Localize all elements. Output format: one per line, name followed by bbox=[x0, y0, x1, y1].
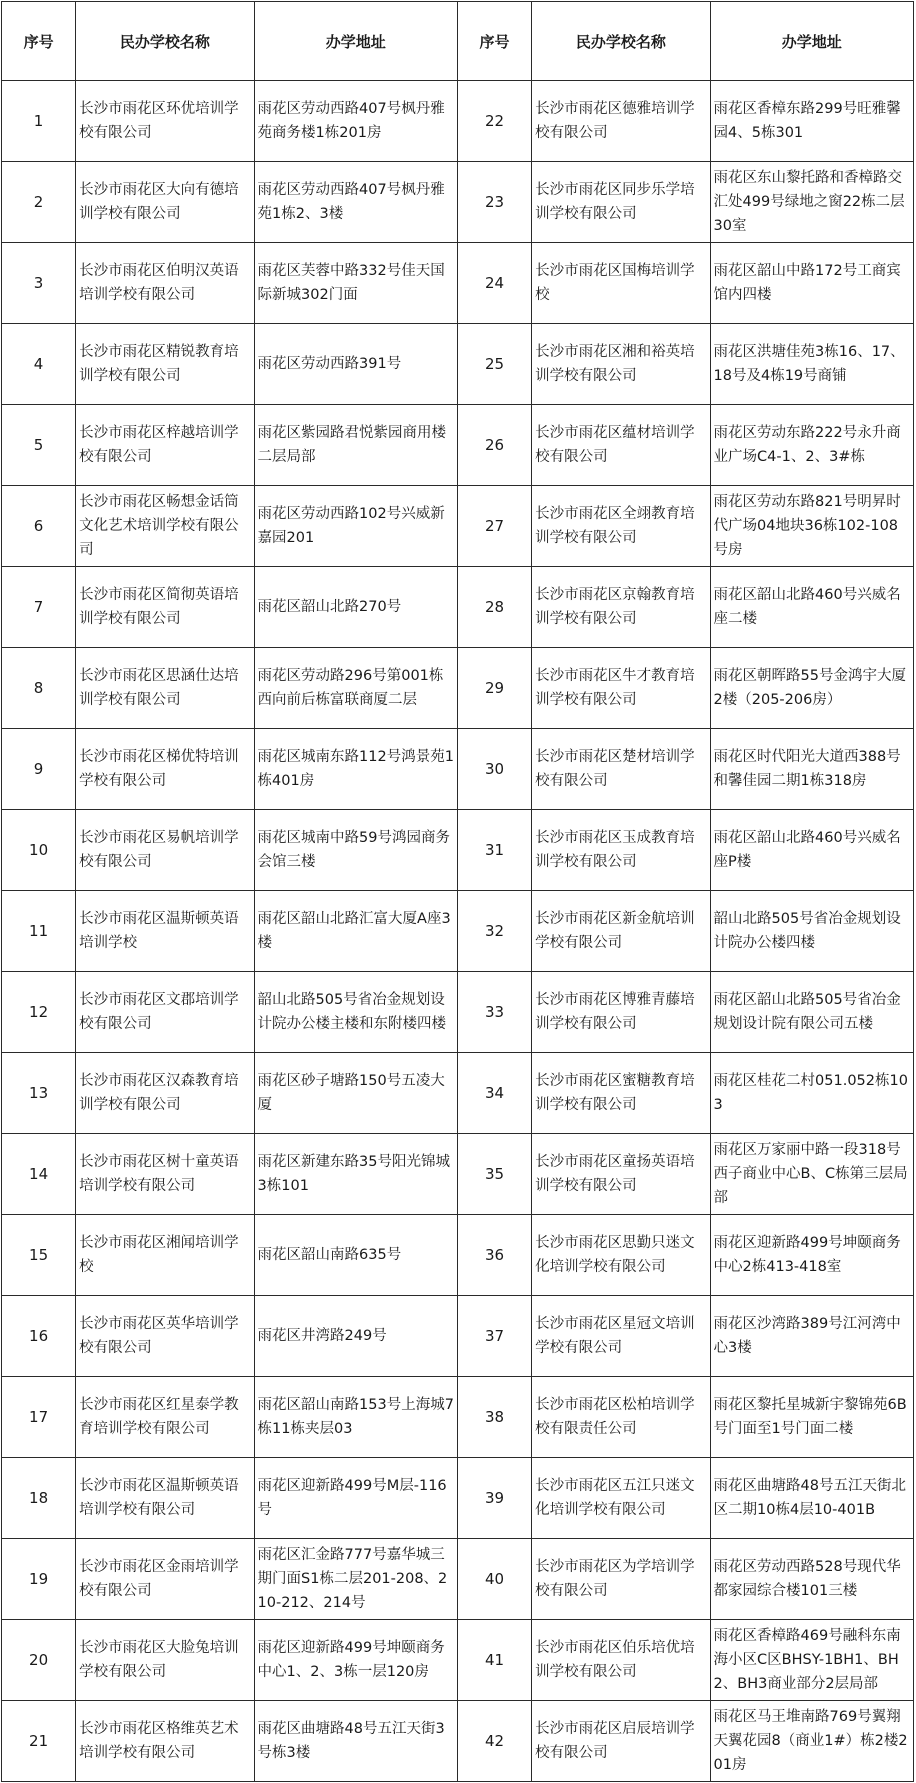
serial-left-cell: 12 bbox=[2, 972, 76, 1053]
serial-left-cell: 9 bbox=[2, 729, 76, 810]
school-name-right-cell: 长沙市雨花区启辰培训学校有限公司 bbox=[532, 1701, 710, 1782]
serial-right-cell: 34 bbox=[457, 1053, 531, 1134]
serial-right-cell: 24 bbox=[457, 243, 531, 324]
serial-left-cell: 1 bbox=[2, 81, 76, 162]
serial-right-cell: 40 bbox=[457, 1539, 531, 1620]
address-left-cell: 雨花区芙蓉中路332号佳天国际新城302门面 bbox=[254, 243, 457, 324]
school-name-left-cell: 长沙市雨花区精锐教育培训学校有限公司 bbox=[76, 324, 254, 405]
serial-right-cell: 32 bbox=[457, 891, 531, 972]
serial-right-cell: 37 bbox=[457, 1296, 531, 1377]
school-name-left-cell: 长沙市雨花区格维英艺术培训学校有限公司 bbox=[76, 1701, 254, 1782]
address-left-cell: 雨花区城南中路59号鸿园商务会馆三楼 bbox=[254, 810, 457, 891]
serial-right-cell: 41 bbox=[457, 1620, 531, 1701]
table-row bbox=[2, 405, 914, 486]
serial-left-cell: 19 bbox=[2, 1539, 76, 1620]
header-school-name-right: 民办学校名称 bbox=[532, 2, 710, 81]
serial-left-cell: 8 bbox=[2, 648, 76, 729]
address-right-cell: 雨花区韶山北路505号省冶金规划设计院有限公司五楼 bbox=[710, 972, 913, 1053]
table-row bbox=[2, 1053, 914, 1134]
school-name-right-cell: 长沙市雨花区新金航培训学校有限公司 bbox=[532, 891, 710, 972]
serial-right-cell: 28 bbox=[457, 567, 531, 648]
serial-right-cell: 23 bbox=[457, 162, 531, 243]
serial-left-cell: 6 bbox=[2, 486, 76, 567]
table-row bbox=[2, 1701, 914, 1782]
serial-left-cell: 18 bbox=[2, 1458, 76, 1539]
school-name-left-cell: 长沙市雨花区温斯顿英语培训学校 bbox=[76, 891, 254, 972]
school-name-right-cell: 长沙市雨花区童扬英语培训学校有限公司 bbox=[532, 1134, 710, 1215]
serial-right-cell: 27 bbox=[457, 486, 531, 567]
address-right-cell: 雨花区劳动东路821号明昇时代广场04地块36栋102-108号房 bbox=[710, 486, 913, 567]
serial-left-cell: 15 bbox=[2, 1215, 76, 1296]
table-row bbox=[2, 972, 914, 1053]
serial-left-cell: 13 bbox=[2, 1053, 76, 1134]
serial-right-cell: 29 bbox=[457, 648, 531, 729]
address-left-cell: 雨花区韶山北路汇富大厦A座3楼 bbox=[254, 891, 457, 972]
serial-left-cell: 10 bbox=[2, 810, 76, 891]
serial-left-cell: 2 bbox=[2, 162, 76, 243]
serial-left-cell: 3 bbox=[2, 243, 76, 324]
serial-left-cell: 4 bbox=[2, 324, 76, 405]
serial-left-cell: 5 bbox=[2, 405, 76, 486]
school-name-right-cell: 长沙市雨花区蕴材培训学校有限公司 bbox=[532, 405, 710, 486]
school-name-left-cell: 长沙市雨花区文郡培训学校有限公司 bbox=[76, 972, 254, 1053]
school-name-left-cell: 长沙市雨花区湘闻培训学校 bbox=[76, 1215, 254, 1296]
school-name-right-cell: 长沙市雨花区蜜糖教育培训学校有限公司 bbox=[532, 1053, 710, 1134]
address-left-cell: 雨花区井湾路249号 bbox=[254, 1296, 457, 1377]
table-row bbox=[2, 1296, 914, 1377]
serial-left-cell: 17 bbox=[2, 1377, 76, 1458]
header-address-left: 办学地址 bbox=[254, 2, 457, 81]
serial-left-cell: 14 bbox=[2, 1134, 76, 1215]
address-right-cell: 雨花区沙湾路389号江河湾中心3楼 bbox=[710, 1296, 913, 1377]
address-left-cell: 雨花区劳动西路407号枫丹雅苑1栋2、3楼 bbox=[254, 162, 457, 243]
school-name-left-cell: 长沙市雨花区思涵仕达培训学校有限公司 bbox=[76, 648, 254, 729]
address-left-cell: 雨花区韶山南路153号上海城7栋11栋夹层03 bbox=[254, 1377, 457, 1458]
table-row bbox=[2, 1458, 914, 1539]
school-name-left-cell: 长沙市雨花区简彻英语培训学校有限公司 bbox=[76, 567, 254, 648]
header-address-right: 办学地址 bbox=[710, 2, 913, 81]
serial-right-cell: 33 bbox=[457, 972, 531, 1053]
school-name-left-cell: 长沙市雨花区伯明汉英语培训学校有限公司 bbox=[76, 243, 254, 324]
address-left-cell: 雨花区劳动西路407号枫丹雅苑商务楼1栋201房 bbox=[254, 81, 457, 162]
school-name-right-cell: 长沙市雨花区湘和裕英培训学校有限公司 bbox=[532, 324, 710, 405]
school-name-right-cell: 长沙市雨花区楚材培训学校有限公司 bbox=[532, 729, 710, 810]
school-name-right-cell: 长沙市雨花区为学培训学校有限公司 bbox=[532, 1539, 710, 1620]
school-name-right-cell: 长沙市雨花区伯乐培优培训学校有限公司 bbox=[532, 1620, 710, 1701]
serial-left-cell: 11 bbox=[2, 891, 76, 972]
table-row bbox=[2, 324, 914, 405]
header-serial-left: 序号 bbox=[2, 2, 76, 81]
table-row bbox=[2, 1215, 914, 1296]
serial-right-cell: 30 bbox=[457, 729, 531, 810]
address-right-cell: 雨花区桂花二村051.052栋103 bbox=[710, 1053, 913, 1134]
school-name-right-cell: 长沙市雨花区京翰教育培训学校有限公司 bbox=[532, 567, 710, 648]
table-row bbox=[2, 1377, 914, 1458]
school-name-right-cell: 长沙市雨花区玉成教育培训学校有限公司 bbox=[532, 810, 710, 891]
school-name-left-cell: 长沙市雨花区温斯顿英语培训学校有限公司 bbox=[76, 1458, 254, 1539]
serial-right-cell: 39 bbox=[457, 1458, 531, 1539]
address-right-cell: 雨花区迎新路499号坤颐商务中心2栋413-418室 bbox=[710, 1215, 913, 1296]
address-right-cell: 雨花区万家丽中路一段318号西子商业中心B、C栋第三层局部 bbox=[710, 1134, 913, 1215]
address-left-cell: 雨花区紫园路君悦紫园商用楼二层局部 bbox=[254, 405, 457, 486]
serial-left-cell: 7 bbox=[2, 567, 76, 648]
address-right-cell: 雨花区朝晖路55号金鸿宇大厦2楼（205-206房） bbox=[710, 648, 913, 729]
school-name-left-cell: 长沙市雨花区梯优特培训学校有限公司 bbox=[76, 729, 254, 810]
address-left-cell: 雨花区新建东路35号阳光锦城3栋101 bbox=[254, 1134, 457, 1215]
table-row bbox=[2, 243, 914, 324]
address-left-cell: 雨花区曲塘路48号五江天街3号栋3楼 bbox=[254, 1701, 457, 1782]
address-right-cell: 雨花区黎托星城新宇黎锦苑6B号门面至1号门面二楼 bbox=[710, 1377, 913, 1458]
school-name-right-cell: 长沙市雨花区同步乐学培训学校有限公司 bbox=[532, 162, 710, 243]
serial-right-cell: 26 bbox=[457, 405, 531, 486]
school-name-left-cell: 长沙市雨花区大向有德培训学校有限公司 bbox=[76, 162, 254, 243]
school-name-left-cell: 长沙市雨花区大脸兔培训学校有限公司 bbox=[76, 1620, 254, 1701]
address-left-cell: 雨花区汇金路777号嘉华城三期门面S1栋二层201-208、210-212、214号 bbox=[254, 1539, 457, 1620]
address-left-cell: 雨花区迎新路499号M层-116号 bbox=[254, 1458, 457, 1539]
school-name-right-cell: 长沙市雨花区思勤只迷文化培训学校有限公司 bbox=[532, 1215, 710, 1296]
serial-right-cell: 42 bbox=[457, 1701, 531, 1782]
header-school-name-left: 民办学校名称 bbox=[76, 2, 254, 81]
serial-right-cell: 22 bbox=[457, 81, 531, 162]
header-row bbox=[2, 2, 914, 81]
table-row bbox=[2, 1134, 914, 1215]
address-right-cell: 韶山北路505号省冶金规划设计院办公楼四楼 bbox=[710, 891, 913, 972]
address-right-cell: 雨花区韶山北路460号兴威名座P楼 bbox=[710, 810, 913, 891]
address-right-cell: 雨花区马王堆南路769号翼翔天翼花园8（商业1#）栋2楼201房 bbox=[710, 1701, 913, 1782]
school-name-right-cell: 长沙市雨花区德雅培训学校有限公司 bbox=[532, 81, 710, 162]
table-row bbox=[2, 81, 914, 162]
address-right-cell: 雨花区时代阳光大道西388号和馨佳园二期1栋318房 bbox=[710, 729, 913, 810]
table-row bbox=[2, 891, 914, 972]
address-left-cell: 雨花区劳动路296号第001栋西向前后栋富联商厦二层 bbox=[254, 648, 457, 729]
address-left-cell: 雨花区韶山南路635号 bbox=[254, 1215, 457, 1296]
school-name-right-cell: 长沙市雨花区全翊教育培训学校有限公司 bbox=[532, 486, 710, 567]
school-name-left-cell: 长沙市雨花区金雨培训学校有限公司 bbox=[76, 1539, 254, 1620]
address-right-cell: 雨花区韶山中路172号工商宾馆内四楼 bbox=[710, 243, 913, 324]
table-row bbox=[2, 729, 914, 810]
serial-left-cell: 20 bbox=[2, 1620, 76, 1701]
address-left-cell: 韶山北路505号省冶金规划设计院办公楼主楼和东附楼四楼 bbox=[254, 972, 457, 1053]
school-name-right-cell: 长沙市雨花区松柏培训学校有限责任公司 bbox=[532, 1377, 710, 1458]
address-right-cell: 雨花区香樟路469号融科东南海小区C区BHSY-1BH1、BH2、BH3商业部分2层局部 bbox=[710, 1620, 913, 1701]
school-name-left-cell: 长沙市雨花区英华培训学校有限公司 bbox=[76, 1296, 254, 1377]
address-right-cell: 雨花区劳动东路222号永升商业广场C4-1、2、3#栋 bbox=[710, 405, 913, 486]
school-name-left-cell: 长沙市雨花区汉森教育培训学校有限公司 bbox=[76, 1053, 254, 1134]
school-list-table bbox=[1, 1, 914, 1782]
serial-right-cell: 38 bbox=[457, 1377, 531, 1458]
address-left-cell: 雨花区劳动西路391号 bbox=[254, 324, 457, 405]
school-name-left-cell: 长沙市雨花区树十童英语培训学校有限公司 bbox=[76, 1134, 254, 1215]
address-right-cell: 雨花区东山黎托路和香樟路交汇处499号绿地之窗22栋二层30室 bbox=[710, 162, 913, 243]
table-row bbox=[2, 1620, 914, 1701]
table-row bbox=[2, 162, 914, 243]
table-body bbox=[2, 81, 914, 1782]
serial-right-cell: 25 bbox=[457, 324, 531, 405]
table-row bbox=[2, 486, 914, 567]
address-right-cell: 雨花区韶山北路460号兴威名座二楼 bbox=[710, 567, 913, 648]
school-name-left-cell: 长沙市雨花区梓越培训学校有限公司 bbox=[76, 405, 254, 486]
school-name-right-cell: 长沙市雨花区五江只迷文化培训学校有限公司 bbox=[532, 1458, 710, 1539]
table-row bbox=[2, 810, 914, 891]
address-left-cell: 雨花区砂子塘路150号五凌大厦 bbox=[254, 1053, 457, 1134]
address-left-cell: 雨花区城南东路112号鸿景苑1栋401房 bbox=[254, 729, 457, 810]
table-row bbox=[2, 567, 914, 648]
table-row bbox=[2, 1539, 914, 1620]
serial-right-cell: 36 bbox=[457, 1215, 531, 1296]
address-left-cell: 雨花区韶山北路270号 bbox=[254, 567, 457, 648]
table-row bbox=[2, 648, 914, 729]
school-name-right-cell: 长沙市雨花区星冠文培训学校有限公司 bbox=[532, 1296, 710, 1377]
serial-left-cell: 16 bbox=[2, 1296, 76, 1377]
school-name-left-cell: 长沙市雨花区畅想金话筒文化艺术培训学校有限公司 bbox=[76, 486, 254, 567]
school-name-left-cell: 长沙市雨花区易帆培训学校有限公司 bbox=[76, 810, 254, 891]
school-name-left-cell: 长沙市雨花区环优培训学校有限公司 bbox=[76, 81, 254, 162]
address-left-cell: 雨花区劳动西路102号兴威新嘉园201 bbox=[254, 486, 457, 567]
school-name-left-cell: 长沙市雨花区红星泰学教育培训学校有限公司 bbox=[76, 1377, 254, 1458]
serial-left-cell: 21 bbox=[2, 1701, 76, 1782]
serial-right-cell: 35 bbox=[457, 1134, 531, 1215]
header-serial-right: 序号 bbox=[457, 2, 531, 81]
school-name-right-cell: 长沙市雨花区牛才教育培训学校有限公司 bbox=[532, 648, 710, 729]
address-left-cell: 雨花区迎新路499号坤颐商务中心1、2、3栋一层120房 bbox=[254, 1620, 457, 1701]
school-name-right-cell: 长沙市雨花区国梅培训学校 bbox=[532, 243, 710, 324]
address-right-cell: 雨花区曲塘路48号五江天街北区二期10栋4层10-401B bbox=[710, 1458, 913, 1539]
address-right-cell: 雨花区劳动西路528号现代华都家园综合楼101三楼 bbox=[710, 1539, 913, 1620]
school-name-right-cell: 长沙市雨花区博雅青藤培训学校有限公司 bbox=[532, 972, 710, 1053]
address-right-cell: 雨花区香樟东路299号旺雅馨园4、5栋301 bbox=[710, 81, 913, 162]
address-right-cell: 雨花区洪塘佳苑3栋16、17、18号及4栋19号商铺 bbox=[710, 324, 913, 405]
serial-right-cell: 31 bbox=[457, 810, 531, 891]
